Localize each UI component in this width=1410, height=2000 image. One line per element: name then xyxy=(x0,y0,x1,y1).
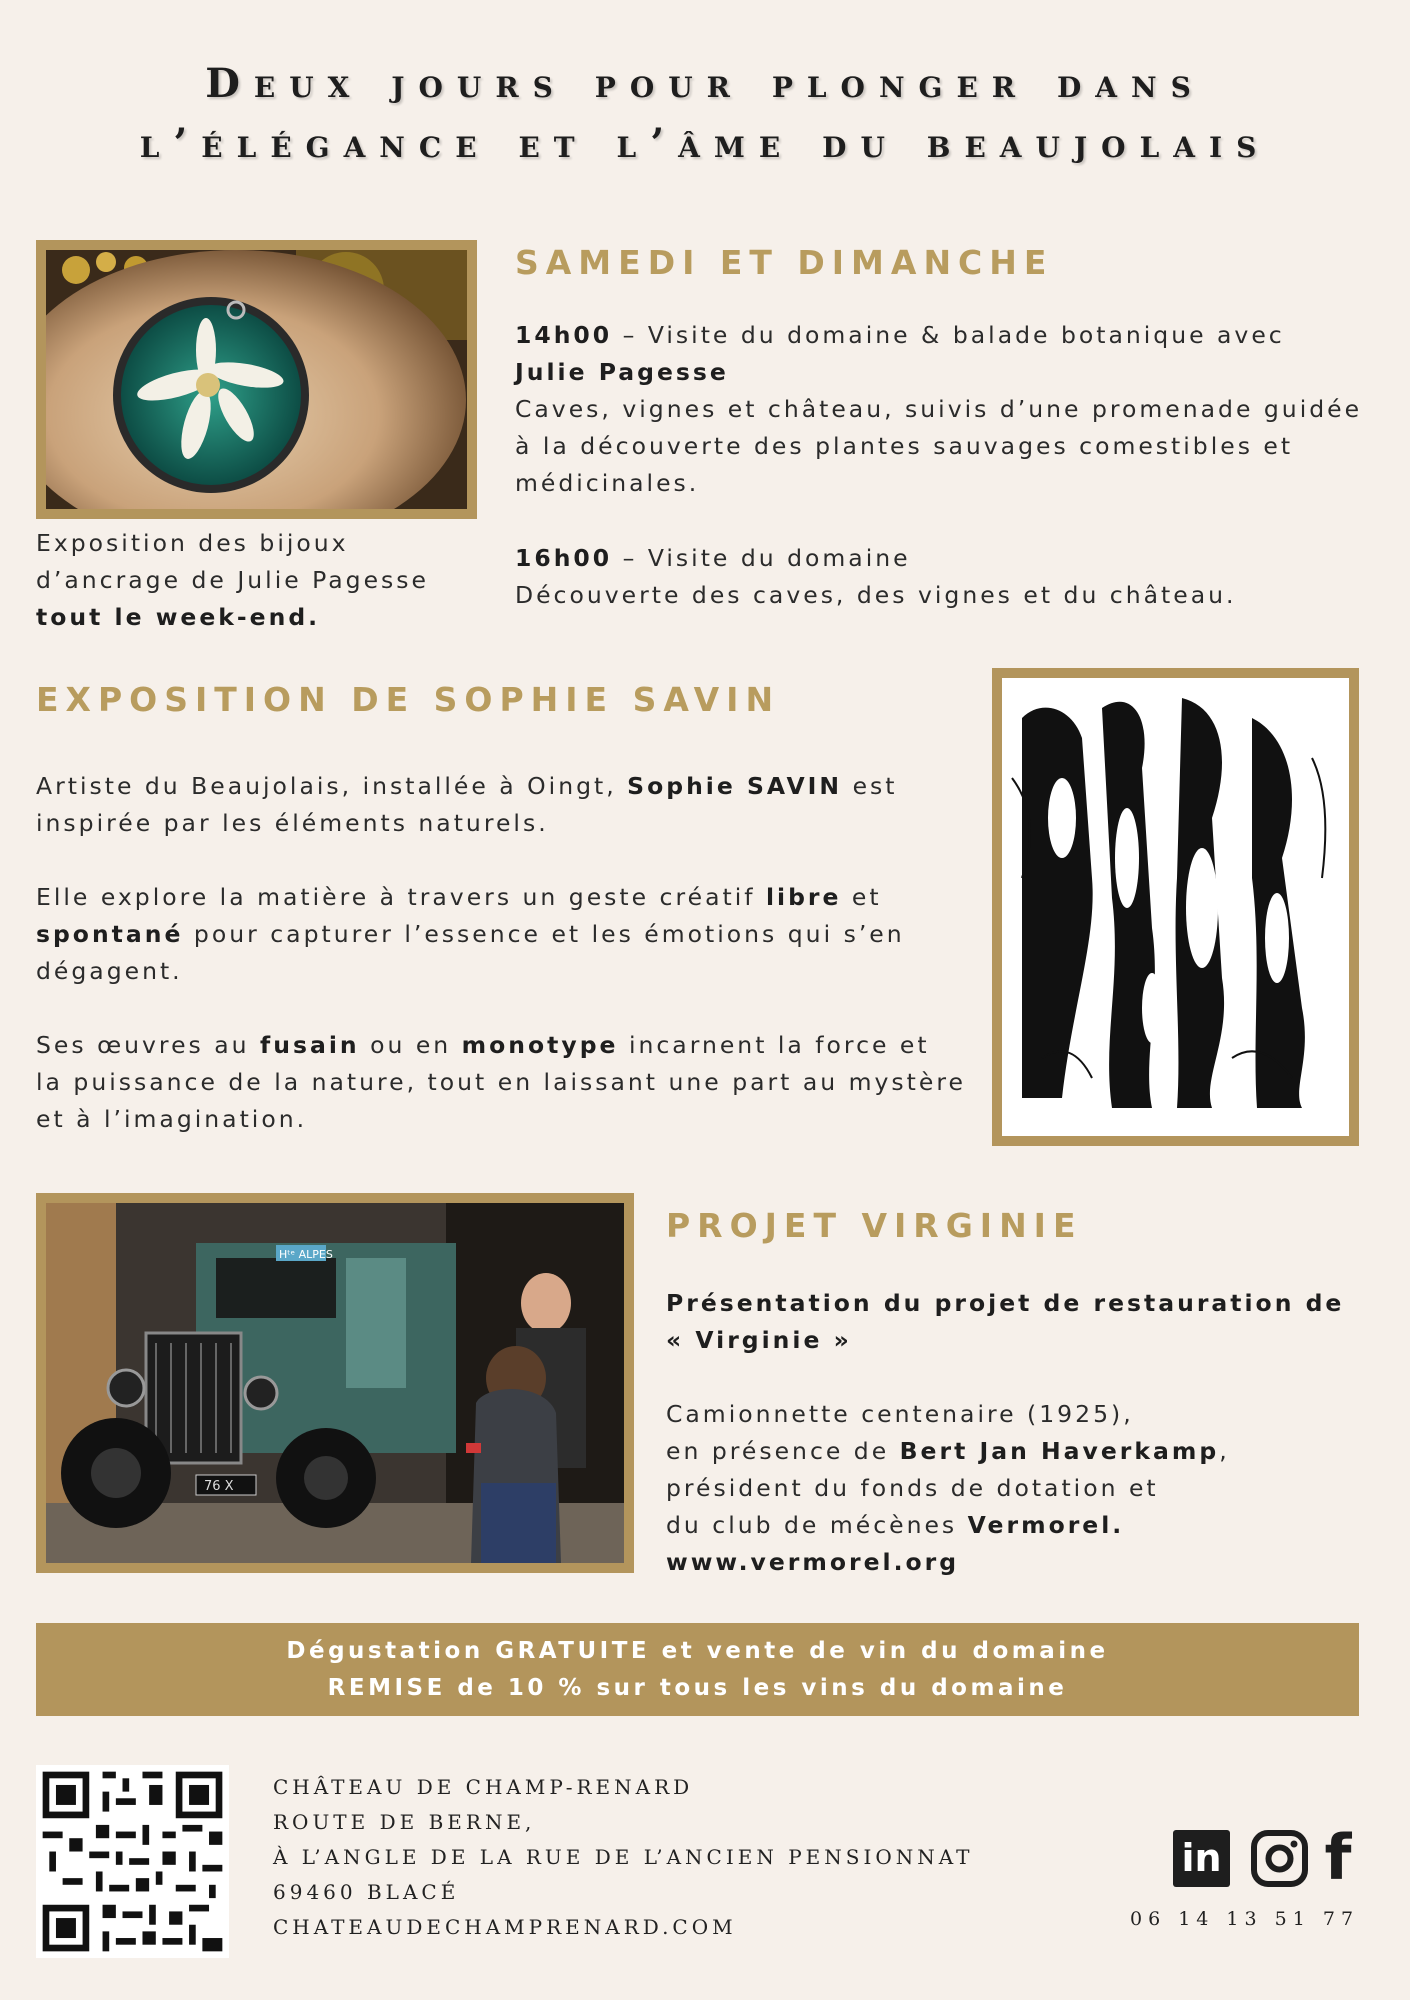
projet-line-2c: , xyxy=(1219,1437,1230,1465)
expo-p3-monotype: monotype xyxy=(461,1031,619,1059)
facebook-icon[interactable]: f xyxy=(1324,1821,1352,1894)
expo-p2-c: et xyxy=(841,883,882,911)
address-corner: À L’ANGLE DE LA RUE DE L’ANCIEN PENSIONNAT xyxy=(273,1845,974,1869)
projet-vermorel: Vermorel. xyxy=(967,1511,1125,1539)
tasting-banner xyxy=(36,1623,1359,1716)
projet-subtitle: Présentation du projet de restauration de « Virginie » xyxy=(666,1289,1345,1354)
event-16h-title: – Visite du domaine xyxy=(612,544,911,572)
page-title-line-2: l’élégance et l’âme du beaujolais xyxy=(139,120,1271,167)
address-name: CHÂTEAU DE CHAMP-RENARD xyxy=(273,1775,694,1799)
projet-person: Bert Jan Haverkamp xyxy=(899,1437,1220,1465)
projet-line-4 xyxy=(666,1507,1366,1544)
vintage-truck-image xyxy=(46,1203,624,1563)
event-14h-time: 14h00 xyxy=(515,321,613,349)
truck-plate: 76 X xyxy=(204,1479,234,1494)
truck-sign: Hᵗᵉ ALPES xyxy=(279,1248,333,1261)
expo-p2-libre: libre xyxy=(765,883,842,911)
expo-p1-c: est inspirée par les éléments naturels. xyxy=(36,772,898,837)
website-link[interactable]: CHATEAUDECHAMPRENARD.COM xyxy=(273,1915,737,1939)
projet-line-2 xyxy=(666,1433,1366,1470)
caption-text: Exposition des bijoux d’ancrage de Julie Pagesse xyxy=(36,529,430,594)
expo-p3-fusain: fusain xyxy=(260,1031,360,1059)
event-14h-desc: Caves, vignes et château, suivis d’une promenade guidée à la découverte des plantes sauvages comestibles et médicinales. xyxy=(515,395,1363,497)
page-title-line-1: Deux jours pour plonger dans xyxy=(205,60,1205,107)
projet-line-4a: du club de mécènes xyxy=(666,1511,968,1539)
weekend-heading: SAMEDI ET DIMANCHE xyxy=(515,243,1054,282)
address-block xyxy=(273,1770,1073,1945)
charcoal-artwork xyxy=(1002,678,1349,1136)
expo-p2-spontane: spontané xyxy=(36,920,184,948)
address-street: ROUTE DE BERNE, xyxy=(273,1810,536,1834)
pendant-image xyxy=(46,250,467,509)
instagram-icon[interactable] xyxy=(1251,1830,1308,1887)
qr-code[interactable] xyxy=(36,1765,229,1958)
exposition-heading: EXPOSITION DE SOPHIE SAVIN xyxy=(36,680,781,719)
expo-p3-e: incarnent la force et la puissance de la nature, tout en laissant une part au mystère et à l’imagination. xyxy=(36,1031,966,1133)
event-16h-desc: Découverte des caves, des vignes et du château. xyxy=(515,581,1237,609)
vermorel-website-link[interactable]: www.vermorel.org xyxy=(666,1548,960,1576)
phone-number[interactable]: 06 14 13 51 77 xyxy=(1130,1908,1360,1930)
projet-heading: PROJET VIRGINIE xyxy=(666,1206,1083,1245)
projet-line-2a: en présence de xyxy=(666,1437,900,1465)
truck-photo xyxy=(36,1193,634,1573)
event-14h xyxy=(515,317,1365,502)
expo-p3-c: ou en xyxy=(359,1031,462,1059)
address-city: 69460 BLACÉ xyxy=(273,1880,460,1904)
artwork-frame xyxy=(992,668,1359,1146)
expo-p3-a: Ses œuvres au xyxy=(36,1031,261,1059)
projet-line-1: Camionnette centenaire (1925), xyxy=(666,1400,1134,1428)
expo-p1-a: Artiste du Beaujolais, installée à Oingt, xyxy=(36,772,628,800)
banner-line-2: REMISE de 10 % sur tous les vins du domaine xyxy=(327,1675,1068,1701)
event-14h-person: Julie Pagesse xyxy=(515,358,729,386)
projet-line-3: président du fonds de dotation et xyxy=(666,1474,1159,1502)
event-16h-time: 16h00 xyxy=(515,544,613,572)
pendant-photo xyxy=(36,240,477,519)
caption-bold: tout le week-end. xyxy=(36,603,321,631)
expo-p1-name: Sophie SAVIN xyxy=(627,772,843,800)
expo-p2-e: pour capturer l’essence et les émotions qui s’en dégagent. xyxy=(36,920,905,985)
linkedin-icon[interactable]: in xyxy=(1173,1830,1230,1887)
banner-line-1: Dégustation GRATUITE et vente de vin du domaine xyxy=(286,1638,1109,1664)
pendant-caption xyxy=(36,525,496,636)
expo-p2-a: Elle explore la matière à travers un geste créatif xyxy=(36,883,766,911)
exposition-text xyxy=(36,768,966,1138)
projet-text xyxy=(666,1396,1366,1581)
event-16h xyxy=(515,540,1365,614)
event-14h-title: – Visite du domaine & balade botanique avec xyxy=(612,321,1285,349)
qr-code-icon xyxy=(36,1765,229,1958)
